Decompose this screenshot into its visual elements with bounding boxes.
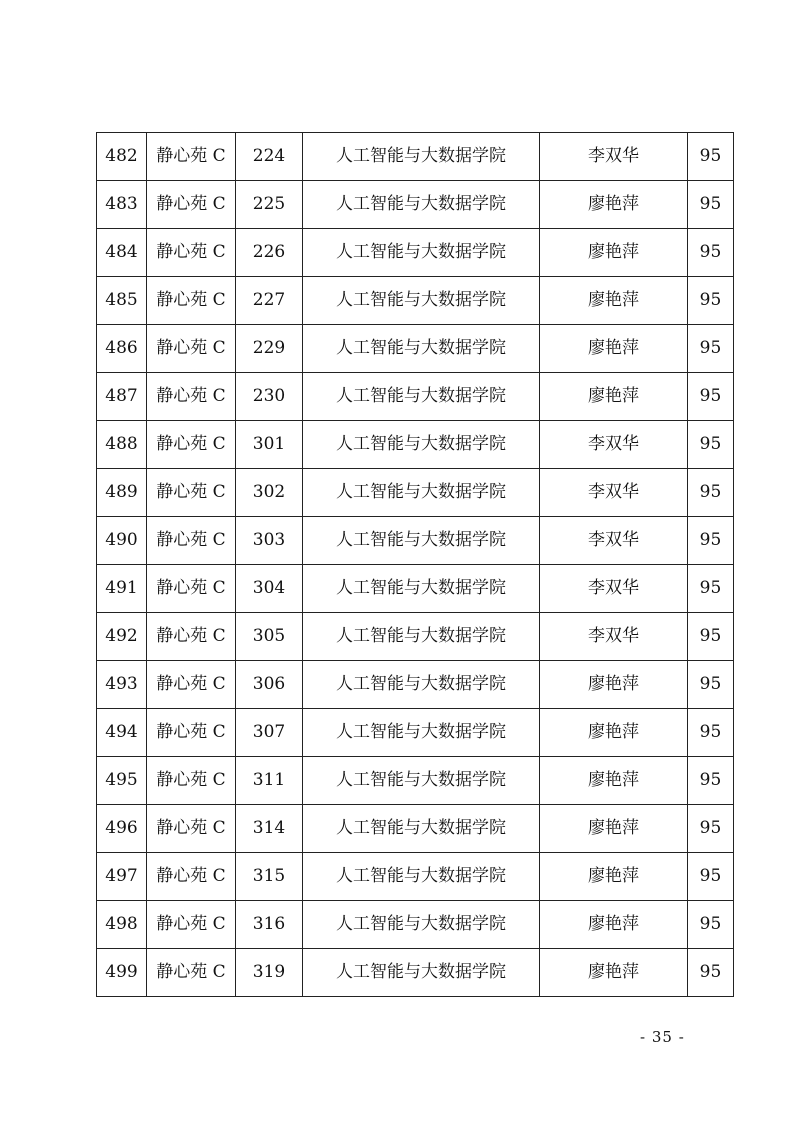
college-cell: 人工智能与大数据学院 <box>303 901 540 949</box>
college-cell: 人工智能与大数据学院 <box>303 709 540 757</box>
room-number-cell: 301 <box>236 421 303 469</box>
college-cell: 人工智能与大数据学院 <box>303 325 540 373</box>
serial-number-cell: 495 <box>97 757 147 805</box>
table-row <box>97 421 734 469</box>
score-cell: 95 <box>688 901 734 949</box>
college-cell: 人工智能与大数据学院 <box>303 469 540 517</box>
building-cell: 静心苑 C <box>147 133 236 181</box>
serial-number-cell: 496 <box>97 805 147 853</box>
room-number-cell: 316 <box>236 901 303 949</box>
room-number-cell: 303 <box>236 517 303 565</box>
room-number-cell: 229 <box>236 325 303 373</box>
counselor-cell: 廖艳萍 <box>540 181 688 229</box>
counselor-cell: 廖艳萍 <box>540 805 688 853</box>
building-cell: 静心苑 C <box>147 325 236 373</box>
building-cell: 静心苑 C <box>147 661 236 709</box>
score-cell: 95 <box>688 133 734 181</box>
score-cell: 95 <box>688 229 734 277</box>
serial-number-cell: 483 <box>97 181 147 229</box>
dormitory-score-table <box>96 132 734 997</box>
room-number-cell: 314 <box>236 805 303 853</box>
room-number-cell: 307 <box>236 709 303 757</box>
score-cell: 95 <box>688 757 734 805</box>
counselor-cell: 廖艳萍 <box>540 325 688 373</box>
counselor-cell: 廖艳萍 <box>540 229 688 277</box>
room-number-cell: 311 <box>236 757 303 805</box>
score-cell: 95 <box>688 565 734 613</box>
counselor-cell: 李双华 <box>540 133 688 181</box>
score-cell: 95 <box>688 469 734 517</box>
college-cell: 人工智能与大数据学院 <box>303 517 540 565</box>
table-row <box>97 661 734 709</box>
table-row <box>97 949 734 997</box>
score-cell: 95 <box>688 373 734 421</box>
counselor-cell: 廖艳萍 <box>540 949 688 997</box>
serial-number-cell: 486 <box>97 325 147 373</box>
counselor-cell: 廖艳萍 <box>540 373 688 421</box>
table-row <box>97 901 734 949</box>
college-cell: 人工智能与大数据学院 <box>303 277 540 325</box>
serial-number-cell: 494 <box>97 709 147 757</box>
room-number-cell: 225 <box>236 181 303 229</box>
serial-number-cell: 487 <box>97 373 147 421</box>
building-cell: 静心苑 C <box>147 469 236 517</box>
score-cell: 95 <box>688 805 734 853</box>
counselor-cell: 廖艳萍 <box>540 661 688 709</box>
serial-number-cell: 484 <box>97 229 147 277</box>
serial-number-cell: 490 <box>97 517 147 565</box>
building-cell: 静心苑 C <box>147 853 236 901</box>
counselor-cell: 廖艳萍 <box>540 709 688 757</box>
building-cell: 静心苑 C <box>147 517 236 565</box>
counselor-cell: 李双华 <box>540 565 688 613</box>
college-cell: 人工智能与大数据学院 <box>303 565 540 613</box>
table-row <box>97 517 734 565</box>
table-row <box>97 757 734 805</box>
room-number-cell: 319 <box>236 949 303 997</box>
college-cell: 人工智能与大数据学院 <box>303 373 540 421</box>
score-cell: 95 <box>688 949 734 997</box>
building-cell: 静心苑 C <box>147 949 236 997</box>
table-row <box>97 565 734 613</box>
score-cell: 95 <box>688 325 734 373</box>
college-cell: 人工智能与大数据学院 <box>303 949 540 997</box>
college-cell: 人工智能与大数据学院 <box>303 421 540 469</box>
room-number-cell: 224 <box>236 133 303 181</box>
serial-number-cell: 489 <box>97 469 147 517</box>
building-cell: 静心苑 C <box>147 613 236 661</box>
building-cell: 静心苑 C <box>147 565 236 613</box>
serial-number-cell: 491 <box>97 565 147 613</box>
serial-number-cell: 499 <box>97 949 147 997</box>
table-row <box>97 805 734 853</box>
room-number-cell: 302 <box>236 469 303 517</box>
counselor-cell: 李双华 <box>540 469 688 517</box>
page-number: - 35 - <box>640 1028 685 1046</box>
score-cell: 95 <box>688 709 734 757</box>
room-number-cell: 227 <box>236 277 303 325</box>
table-row <box>97 277 734 325</box>
building-cell: 静心苑 C <box>147 805 236 853</box>
room-number-cell: 315 <box>236 853 303 901</box>
table-row <box>97 709 734 757</box>
college-cell: 人工智能与大数据学院 <box>303 805 540 853</box>
score-cell: 95 <box>688 661 734 709</box>
room-number-cell: 304 <box>236 565 303 613</box>
counselor-cell: 廖艳萍 <box>540 757 688 805</box>
table-row <box>97 229 734 277</box>
table-row <box>97 181 734 229</box>
building-cell: 静心苑 C <box>147 229 236 277</box>
building-cell: 静心苑 C <box>147 421 236 469</box>
building-cell: 静心苑 C <box>147 181 236 229</box>
counselor-cell: 李双华 <box>540 517 688 565</box>
college-cell: 人工智能与大数据学院 <box>303 133 540 181</box>
serial-number-cell: 498 <box>97 901 147 949</box>
score-cell: 95 <box>688 421 734 469</box>
score-cell: 95 <box>688 853 734 901</box>
room-number-cell: 306 <box>236 661 303 709</box>
college-cell: 人工智能与大数据学院 <box>303 229 540 277</box>
college-cell: 人工智能与大数据学院 <box>303 181 540 229</box>
table-row <box>97 373 734 421</box>
table-row <box>97 469 734 517</box>
score-cell: 95 <box>688 517 734 565</box>
counselor-cell: 廖艳萍 <box>540 901 688 949</box>
serial-number-cell: 488 <box>97 421 147 469</box>
building-cell: 静心苑 C <box>147 373 236 421</box>
serial-number-cell: 485 <box>97 277 147 325</box>
counselor-cell: 李双华 <box>540 613 688 661</box>
room-number-cell: 230 <box>236 373 303 421</box>
serial-number-cell: 497 <box>97 853 147 901</box>
serial-number-cell: 482 <box>97 133 147 181</box>
college-cell: 人工智能与大数据学院 <box>303 661 540 709</box>
building-cell: 静心苑 C <box>147 277 236 325</box>
building-cell: 静心苑 C <box>147 709 236 757</box>
serial-number-cell: 493 <box>97 661 147 709</box>
counselor-cell: 廖艳萍 <box>540 277 688 325</box>
room-number-cell: 305 <box>236 613 303 661</box>
score-cell: 95 <box>688 181 734 229</box>
college-cell: 人工智能与大数据学院 <box>303 853 540 901</box>
room-number-cell: 226 <box>236 229 303 277</box>
table-row <box>97 613 734 661</box>
score-cell: 95 <box>688 613 734 661</box>
table-row <box>97 853 734 901</box>
college-cell: 人工智能与大数据学院 <box>303 757 540 805</box>
college-cell: 人工智能与大数据学院 <box>303 613 540 661</box>
counselor-cell: 李双华 <box>540 421 688 469</box>
table-row <box>97 133 734 181</box>
score-cell: 95 <box>688 277 734 325</box>
table-row <box>97 325 734 373</box>
counselor-cell: 廖艳萍 <box>540 853 688 901</box>
building-cell: 静心苑 C <box>147 757 236 805</box>
serial-number-cell: 492 <box>97 613 147 661</box>
table-body <box>97 133 734 997</box>
building-cell: 静心苑 C <box>147 901 236 949</box>
